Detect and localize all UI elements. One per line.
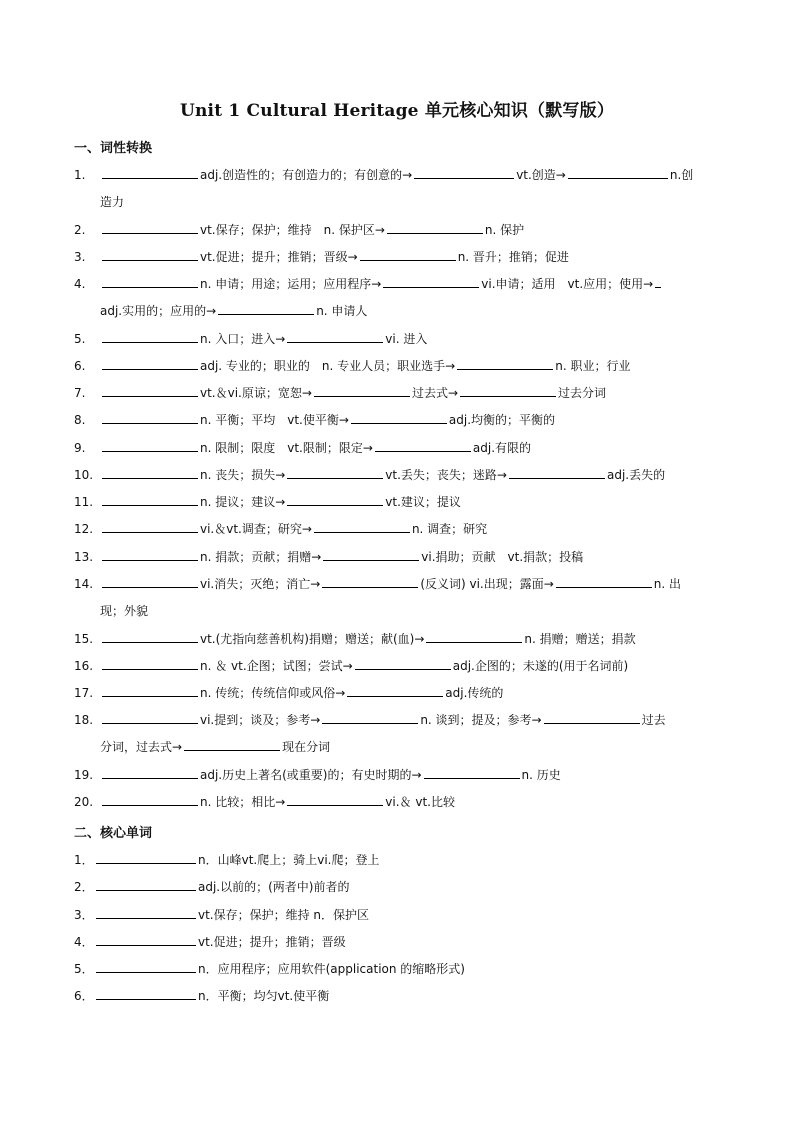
page-title: Unit 1 Cultural Heritage 单元核心知识（默写版） xyxy=(179,101,615,121)
item-text: n. 平衡；平均 vt.使平衡→ xyxy=(200,413,349,427)
item-number: 1. xyxy=(74,168,86,182)
answer-blank[interactable] xyxy=(102,777,198,779)
item-text: 分词，过去式→ xyxy=(100,740,183,754)
item-text: n．山峰vt.爬上；骑上vi.爬；登上 xyxy=(198,853,380,867)
item-text: vt.促进；提升；推销；晋级 xyxy=(198,935,346,949)
answer-blank[interactable] xyxy=(102,504,198,506)
item-text: n. 提议；建议→ xyxy=(200,495,286,509)
item-number: 20. xyxy=(74,795,94,809)
answer-blank[interactable] xyxy=(568,177,668,179)
item-text: n. 限制；限度 vt.限制；限定→ xyxy=(200,441,373,455)
answer-blank[interactable] xyxy=(102,286,198,288)
item-number: 4. xyxy=(74,277,86,291)
exercise-item xyxy=(74,789,738,816)
item-number: 16. xyxy=(74,659,94,673)
item-number: 13. xyxy=(74,550,94,564)
item-text: n. 传统；传统信仰或风俗→ xyxy=(200,686,346,700)
exercise-item xyxy=(74,571,738,598)
item-number: 8. xyxy=(74,413,86,427)
item-number: 4． xyxy=(74,935,94,949)
core-word-item xyxy=(74,902,738,929)
answer-blank[interactable] xyxy=(544,722,640,724)
exercise-item xyxy=(74,353,738,380)
item-continuation: 现；外貌 xyxy=(100,604,149,618)
core-word-item xyxy=(74,956,738,983)
exercise-item xyxy=(74,380,738,407)
item-text: 过去 xyxy=(641,713,666,727)
item-number: 6． xyxy=(74,989,94,1003)
section-heading-word-forms: 一、词性转换 xyxy=(74,141,153,156)
item-text: vt.促进；提升；推销；晋级→ xyxy=(200,250,358,264)
item-number: 12. xyxy=(74,522,94,536)
item-text: n. 比较；相比→ xyxy=(200,795,286,809)
answer-blank[interactable] xyxy=(184,749,280,751)
item-text: n. 申请；用途；运用；应用程序→ xyxy=(200,277,382,291)
answer-blank[interactable] xyxy=(387,232,483,234)
answer-blank[interactable] xyxy=(360,259,456,261)
item-text: adj.丢失的 xyxy=(606,468,666,482)
item-number: 10. xyxy=(74,468,94,482)
item-text: vt.(尤指向慈善机构)捐赠；赠送；献(血)→ xyxy=(200,632,425,646)
answer-blank[interactable] xyxy=(102,259,198,261)
exercise-item xyxy=(74,653,738,680)
item-text: n. 谈到；提及；参考→ xyxy=(420,713,542,727)
answer-blank[interactable] xyxy=(287,504,383,506)
section-heading-core-words: 二、核心单词 xyxy=(74,826,153,841)
answer-blank[interactable] xyxy=(102,477,198,479)
core-word-item xyxy=(74,983,738,1010)
answer-blank[interactable] xyxy=(102,668,198,670)
item-text: vi.捐助；贡献 vt.捐款；投稿 xyxy=(421,550,584,564)
answer-blank[interactable] xyxy=(424,777,520,779)
item-number: 14. xyxy=(74,577,94,591)
item-number: 3. xyxy=(74,250,86,264)
answer-blank[interactable] xyxy=(414,177,514,179)
item-text: n．平衡；均匀vt.使平衡 xyxy=(198,989,330,1003)
item-text: vi.＆ vt.比较 xyxy=(385,795,455,809)
item-text: vi.消失；灭绝；消亡→ xyxy=(200,577,321,591)
item-text: n. 晋升；推销；促进 xyxy=(457,250,569,264)
item-text: n．应用程序；应用软件(application 的缩略形式) xyxy=(198,962,465,976)
exercise-item xyxy=(74,626,738,653)
item-number: 18. xyxy=(74,713,94,727)
item-text: vi.申请；适用 vt.应用；使用→ xyxy=(481,277,654,291)
answer-blank[interactable] xyxy=(102,531,198,533)
core-word-item xyxy=(74,874,738,901)
item-text: vi. 进入 xyxy=(385,332,428,346)
exercise-item xyxy=(74,271,738,298)
item-number: 15. xyxy=(74,632,94,646)
item-text: n. 入口；进入→ xyxy=(200,332,286,346)
item-text: vi.＆vt.调查；研究→ xyxy=(200,522,312,536)
answer-blank[interactable] xyxy=(96,889,196,891)
answer-blank[interactable] xyxy=(314,531,410,533)
exercise-item xyxy=(74,516,738,543)
item-continuation xyxy=(100,298,367,325)
answer-blank[interactable] xyxy=(102,422,198,424)
item-text: adj.均衡的；平衡的 xyxy=(448,413,556,427)
answer-blank[interactable] xyxy=(96,944,196,946)
item-number: 1． xyxy=(74,853,94,867)
answer-blank[interactable] xyxy=(460,395,556,397)
item-text: 过去式→ xyxy=(411,386,458,400)
exercise-item xyxy=(74,489,738,516)
item-number: 6. xyxy=(74,359,86,373)
answer-blank[interactable] xyxy=(102,695,198,697)
item-text: 现在分词 xyxy=(282,740,331,754)
answer-blank[interactable] xyxy=(287,804,383,806)
answer-blank[interactable] xyxy=(102,722,198,724)
item-text: adj.以前的；(两者中)前者的 xyxy=(198,880,350,894)
item-text: n. ＆ vt.企图；试图；尝试→ xyxy=(200,659,353,673)
answer-blank[interactable] xyxy=(102,586,198,588)
item-continuation xyxy=(100,734,330,761)
answer-blank[interactable] xyxy=(102,177,198,179)
answer-blank[interactable] xyxy=(287,341,383,343)
item-number: 11. xyxy=(74,495,94,509)
item-text: adj.传统的 xyxy=(445,686,504,700)
answer-blank[interactable] xyxy=(102,804,198,806)
item-text: (反义词) vi.出现；露面→ xyxy=(420,577,554,591)
item-number: 19. xyxy=(74,768,94,782)
answer-blank[interactable] xyxy=(218,313,314,315)
exercise-item xyxy=(74,217,738,244)
item-text: n. 捐款；贡献；捐赠→ xyxy=(200,550,322,564)
answer-blank[interactable] xyxy=(426,641,522,643)
exercise-item xyxy=(74,762,738,789)
answer-blank[interactable] xyxy=(96,998,196,1000)
item-text: vi.提到；谈及；参考→ xyxy=(200,713,321,727)
item-number: 2． xyxy=(74,880,94,894)
item-text: vt.＆vi.原谅；宽恕→ xyxy=(200,386,312,400)
answer-blank[interactable] xyxy=(655,286,661,288)
answer-blank[interactable] xyxy=(457,368,553,370)
answer-blank[interactable] xyxy=(351,422,447,424)
answer-blank[interactable] xyxy=(383,286,479,288)
answer-blank[interactable] xyxy=(314,395,410,397)
item-text: n. 出 xyxy=(653,577,682,591)
item-number: 17. xyxy=(74,686,94,700)
item-number: 5. xyxy=(74,332,86,346)
answer-blank[interactable] xyxy=(102,559,198,561)
answer-blank[interactable] xyxy=(96,971,196,973)
exercise-item xyxy=(74,162,738,189)
item-text: n. 历史 xyxy=(521,768,561,782)
item-text: vt.保存；保护；维持 n. 保护区→ xyxy=(200,223,385,237)
item-text: n. 调查；研究 xyxy=(411,522,488,536)
answer-blank[interactable] xyxy=(287,477,383,479)
answer-blank[interactable] xyxy=(556,586,652,588)
item-text: n. 保护 xyxy=(484,223,525,237)
answer-blank[interactable] xyxy=(355,668,451,670)
item-number: 5． xyxy=(74,962,94,976)
item-text: 过去分词 xyxy=(558,386,607,400)
answer-blank[interactable] xyxy=(96,862,196,864)
item-number: 3． xyxy=(74,908,94,922)
item-text: vt.建议；提议 xyxy=(385,495,461,509)
item-text: adj.实用的；应用的→ xyxy=(100,304,217,318)
exercise-item xyxy=(74,326,738,353)
core-word-item xyxy=(74,847,738,874)
exercise-item xyxy=(74,680,738,707)
answer-blank[interactable] xyxy=(102,395,198,397)
core-word-item xyxy=(74,929,738,956)
exercise-item xyxy=(74,435,738,462)
exercise-item xyxy=(74,544,738,571)
item-text: n. 申请人 xyxy=(316,304,368,318)
item-text: n. 职业；行业 xyxy=(555,359,631,373)
item-number: 2. xyxy=(74,223,86,237)
item-text: n. 丧失；损失→ xyxy=(200,468,286,482)
item-text: adj.有限的 xyxy=(472,441,532,455)
item-text: adj. 专业的；职业的 n. 专业人员；职业选手→ xyxy=(200,359,456,373)
exercise-item xyxy=(74,244,738,271)
item-number: 9. xyxy=(74,441,86,455)
item-text: adj.企图的；未遂的(用于名词前) xyxy=(452,659,629,673)
item-text: vt.保存；保护；维持 n．保护区 xyxy=(198,908,370,922)
answer-blank[interactable] xyxy=(322,722,418,724)
answer-blank[interactable] xyxy=(509,477,605,479)
answer-blank[interactable] xyxy=(102,341,198,343)
item-text: n.创 xyxy=(669,168,694,182)
exercise-item xyxy=(74,707,738,734)
item-text: adj.创造性的；有创造力的；有创意的→ xyxy=(200,168,413,182)
answer-blank[interactable] xyxy=(102,368,198,370)
item-text: vt.丢失；丧失；迷路→ xyxy=(385,468,507,482)
answer-blank[interactable] xyxy=(322,586,418,588)
answer-blank[interactable] xyxy=(347,695,443,697)
answer-blank[interactable] xyxy=(102,450,198,452)
answer-blank[interactable] xyxy=(323,559,419,561)
item-continuation: 造力 xyxy=(100,195,125,209)
answer-blank[interactable] xyxy=(375,450,471,452)
item-text: vt.创造→ xyxy=(516,168,566,182)
answer-blank[interactable] xyxy=(102,232,198,234)
item-text: n. 捐赠；赠送；捐款 xyxy=(524,632,636,646)
exercise-item xyxy=(74,462,738,489)
item-text: adj.历史上著名(或重要)的；有史时期的→ xyxy=(200,768,422,782)
exercise-item xyxy=(74,407,738,434)
answer-blank[interactable] xyxy=(96,917,196,919)
answer-blank[interactable] xyxy=(102,641,198,643)
item-number: 7. xyxy=(74,386,86,400)
